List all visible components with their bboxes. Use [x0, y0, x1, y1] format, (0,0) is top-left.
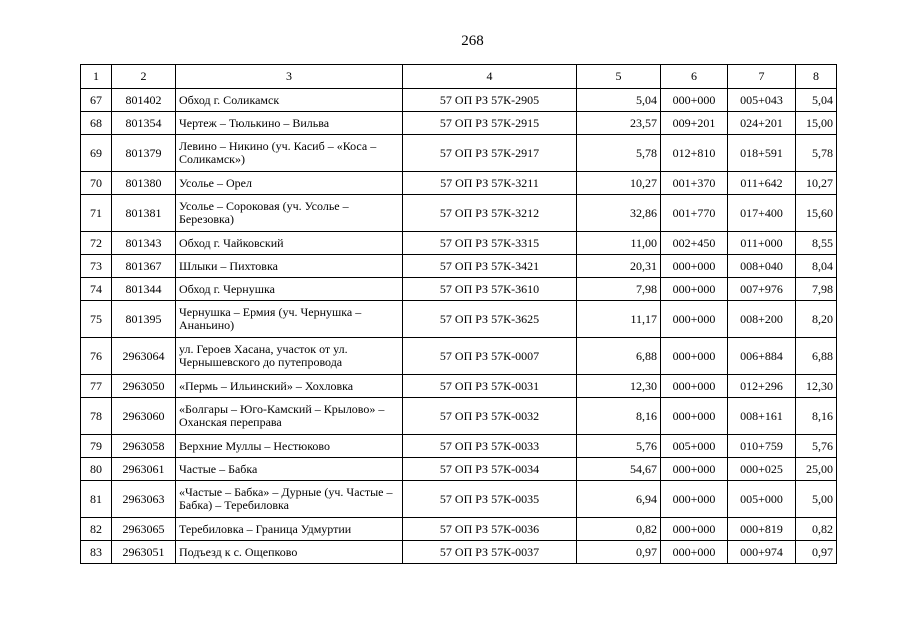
column-header: 7 [728, 65, 796, 89]
road-id: 57 ОП РЗ 57К-3315 [403, 232, 577, 255]
road-code: 2963050 [112, 375, 176, 398]
road-id: 57 ОП РЗ 57К-2917 [403, 135, 577, 172]
column-header: 2 [112, 65, 176, 89]
road-length: 6,94 [577, 481, 661, 518]
section-length: 8,04 [796, 255, 837, 278]
road-length: 54,67 [577, 458, 661, 481]
section-length: 15,00 [796, 112, 837, 135]
road-length: 12,30 [577, 375, 661, 398]
road-length: 0,82 [577, 518, 661, 541]
table-row [81, 518, 837, 541]
start-km: 000+000 [661, 481, 728, 518]
road-name: Чернушка – Ермия (уч. Чернушка – Ананьино) [176, 301, 403, 338]
row-number: 83 [81, 541, 112, 564]
road-id: 57 ОП РЗ 57К-3421 [403, 255, 577, 278]
section-length: 7,98 [796, 278, 837, 301]
road-id: 57 ОП РЗ 57К-0035 [403, 481, 577, 518]
road-name: Частые – Бабка [176, 458, 403, 481]
row-number: 72 [81, 232, 112, 255]
table-row [81, 255, 837, 278]
row-number: 74 [81, 278, 112, 301]
road-code: 2963064 [112, 338, 176, 375]
section-length: 12,30 [796, 375, 837, 398]
road-id: 57 ОП РЗ 57К-3610 [403, 278, 577, 301]
start-km: 002+450 [661, 232, 728, 255]
road-length: 8,16 [577, 398, 661, 435]
road-length: 20,31 [577, 255, 661, 278]
start-km: 001+770 [661, 195, 728, 232]
road-name: ул. Героев Хасана, участок от ул. Чернышевского до путепровода [176, 338, 403, 375]
row-number: 70 [81, 172, 112, 195]
table-body [81, 89, 837, 564]
header-row [81, 65, 837, 89]
table-row [81, 278, 837, 301]
road-length: 6,88 [577, 338, 661, 375]
start-km: 000+000 [661, 255, 728, 278]
road-length: 5,04 [577, 89, 661, 112]
row-number: 77 [81, 375, 112, 398]
road-name: Чертеж – Тюлькино – Вильва [176, 112, 403, 135]
table-row [81, 232, 837, 255]
start-km: 005+000 [661, 435, 728, 458]
road-length: 0,97 [577, 541, 661, 564]
section-length: 8,16 [796, 398, 837, 435]
road-length: 23,57 [577, 112, 661, 135]
road-length: 7,98 [577, 278, 661, 301]
row-number: 71 [81, 195, 112, 232]
start-km: 000+000 [661, 338, 728, 375]
section-length: 8,20 [796, 301, 837, 338]
road-name: «Частые – Бабка» – Дурные (уч. Частые – Бабка) – Теребиловка [176, 481, 403, 518]
column-header: 5 [577, 65, 661, 89]
road-id: 57 ОП РЗ 57К-0034 [403, 458, 577, 481]
road-id: 57 ОП РЗ 57К-0031 [403, 375, 577, 398]
table-row [81, 195, 837, 232]
start-km: 000+000 [661, 518, 728, 541]
table-row [81, 375, 837, 398]
road-name: Обход г. Чернушка [176, 278, 403, 301]
end-km: 007+976 [728, 278, 796, 301]
roads-table [80, 64, 837, 564]
road-name: Теребиловка – Граница Удмуртии [176, 518, 403, 541]
section-length: 8,55 [796, 232, 837, 255]
road-code: 801380 [112, 172, 176, 195]
column-header: 6 [661, 65, 728, 89]
end-km: 008+161 [728, 398, 796, 435]
section-length: 5,00 [796, 481, 837, 518]
road-id: 57 ОП РЗ 57К-0007 [403, 338, 577, 375]
section-length: 6,88 [796, 338, 837, 375]
row-number: 80 [81, 458, 112, 481]
table-row [81, 435, 837, 458]
row-number: 76 [81, 338, 112, 375]
column-header: 4 [403, 65, 577, 89]
start-km: 000+000 [661, 541, 728, 564]
road-id: 57 ОП РЗ 57К-2905 [403, 89, 577, 112]
road-length: 11,17 [577, 301, 661, 338]
row-number: 68 [81, 112, 112, 135]
end-km: 008+040 [728, 255, 796, 278]
table-row [81, 458, 837, 481]
road-code: 2963063 [112, 481, 176, 518]
road-id: 57 ОП РЗ 57К-3212 [403, 195, 577, 232]
table-row [81, 112, 837, 135]
start-km: 000+000 [661, 278, 728, 301]
table-row [81, 301, 837, 338]
road-name: Обход г. Чайковский [176, 232, 403, 255]
table-row [81, 398, 837, 435]
table-row [81, 172, 837, 195]
start-km: 000+000 [661, 458, 728, 481]
end-km: 024+201 [728, 112, 796, 135]
road-code: 801344 [112, 278, 176, 301]
table-row [81, 338, 837, 375]
end-km: 011+000 [728, 232, 796, 255]
road-code: 2963061 [112, 458, 176, 481]
road-id: 57 ОП РЗ 57К-3211 [403, 172, 577, 195]
end-km: 017+400 [728, 195, 796, 232]
page-number: 268 [461, 33, 484, 49]
column-header: 3 [176, 65, 403, 89]
row-number: 78 [81, 398, 112, 435]
road-code: 801402 [112, 89, 176, 112]
section-length: 5,76 [796, 435, 837, 458]
road-code: 801379 [112, 135, 176, 172]
end-km: 005+043 [728, 89, 796, 112]
road-length: 5,76 [577, 435, 661, 458]
road-id: 57 ОП РЗ 57К-0037 [403, 541, 577, 564]
start-km: 012+810 [661, 135, 728, 172]
section-length: 10,27 [796, 172, 837, 195]
row-number: 79 [81, 435, 112, 458]
road-name: Левино – Никино (уч. Касиб – «Коса – Соликамск») [176, 135, 403, 172]
road-id: 57 ОП РЗ 57К-0036 [403, 518, 577, 541]
column-header: 1 [81, 65, 112, 89]
table-row [81, 135, 837, 172]
row-number: 73 [81, 255, 112, 278]
start-km: 000+000 [661, 398, 728, 435]
start-km: 001+370 [661, 172, 728, 195]
road-code: 801381 [112, 195, 176, 232]
section-length: 25,00 [796, 458, 837, 481]
section-length: 15,60 [796, 195, 837, 232]
table-row [81, 89, 837, 112]
road-name: Шлыки – Пихтовка [176, 255, 403, 278]
section-length: 5,78 [796, 135, 837, 172]
end-km: 006+884 [728, 338, 796, 375]
end-km: 012+296 [728, 375, 796, 398]
road-code: 801395 [112, 301, 176, 338]
road-code: 2963058 [112, 435, 176, 458]
road-code: 801367 [112, 255, 176, 278]
road-id: 57 ОП РЗ 57К-3625 [403, 301, 577, 338]
road-code: 801343 [112, 232, 176, 255]
row-number: 82 [81, 518, 112, 541]
road-length: 11,00 [577, 232, 661, 255]
row-number: 75 [81, 301, 112, 338]
section-length: 5,04 [796, 89, 837, 112]
road-name: Обход г. Соликамск [176, 89, 403, 112]
road-name: Подъезд к с. Ощепково [176, 541, 403, 564]
row-number: 67 [81, 89, 112, 112]
end-km: 018+591 [728, 135, 796, 172]
road-length: 32,86 [577, 195, 661, 232]
start-km: 000+000 [661, 375, 728, 398]
start-km: 009+201 [661, 112, 728, 135]
road-code: 2963051 [112, 541, 176, 564]
road-code: 2963060 [112, 398, 176, 435]
road-id: 57 ОП РЗ 57К-0032 [403, 398, 577, 435]
end-km: 010+759 [728, 435, 796, 458]
road-id: 57 ОП РЗ 57К-2915 [403, 112, 577, 135]
table-row [81, 541, 837, 564]
row-number: 81 [81, 481, 112, 518]
road-name: Верхние Муллы – Нестюково [176, 435, 403, 458]
end-km: 000+025 [728, 458, 796, 481]
road-name: Усолье – Сороковая (уч. Усолье – Березовка) [176, 195, 403, 232]
table-row [81, 481, 837, 518]
column-header: 8 [796, 65, 837, 89]
road-name: «Болгары – Юго-Камский – Крылово» – Оханская переправа [176, 398, 403, 435]
end-km: 000+819 [728, 518, 796, 541]
end-km: 011+642 [728, 172, 796, 195]
end-km: 005+000 [728, 481, 796, 518]
road-length: 5,78 [577, 135, 661, 172]
section-length: 0,82 [796, 518, 837, 541]
start-km: 000+000 [661, 89, 728, 112]
road-id: 57 ОП РЗ 57К-0033 [403, 435, 577, 458]
section-length: 0,97 [796, 541, 837, 564]
road-length: 10,27 [577, 172, 661, 195]
row-number: 69 [81, 135, 112, 172]
end-km: 000+974 [728, 541, 796, 564]
road-name: Усолье – Орел [176, 172, 403, 195]
end-km: 008+200 [728, 301, 796, 338]
road-code: 2963065 [112, 518, 176, 541]
road-name: «Пермь – Ильинский» – Хохловка [176, 375, 403, 398]
start-km: 000+000 [661, 301, 728, 338]
road-code: 801354 [112, 112, 176, 135]
